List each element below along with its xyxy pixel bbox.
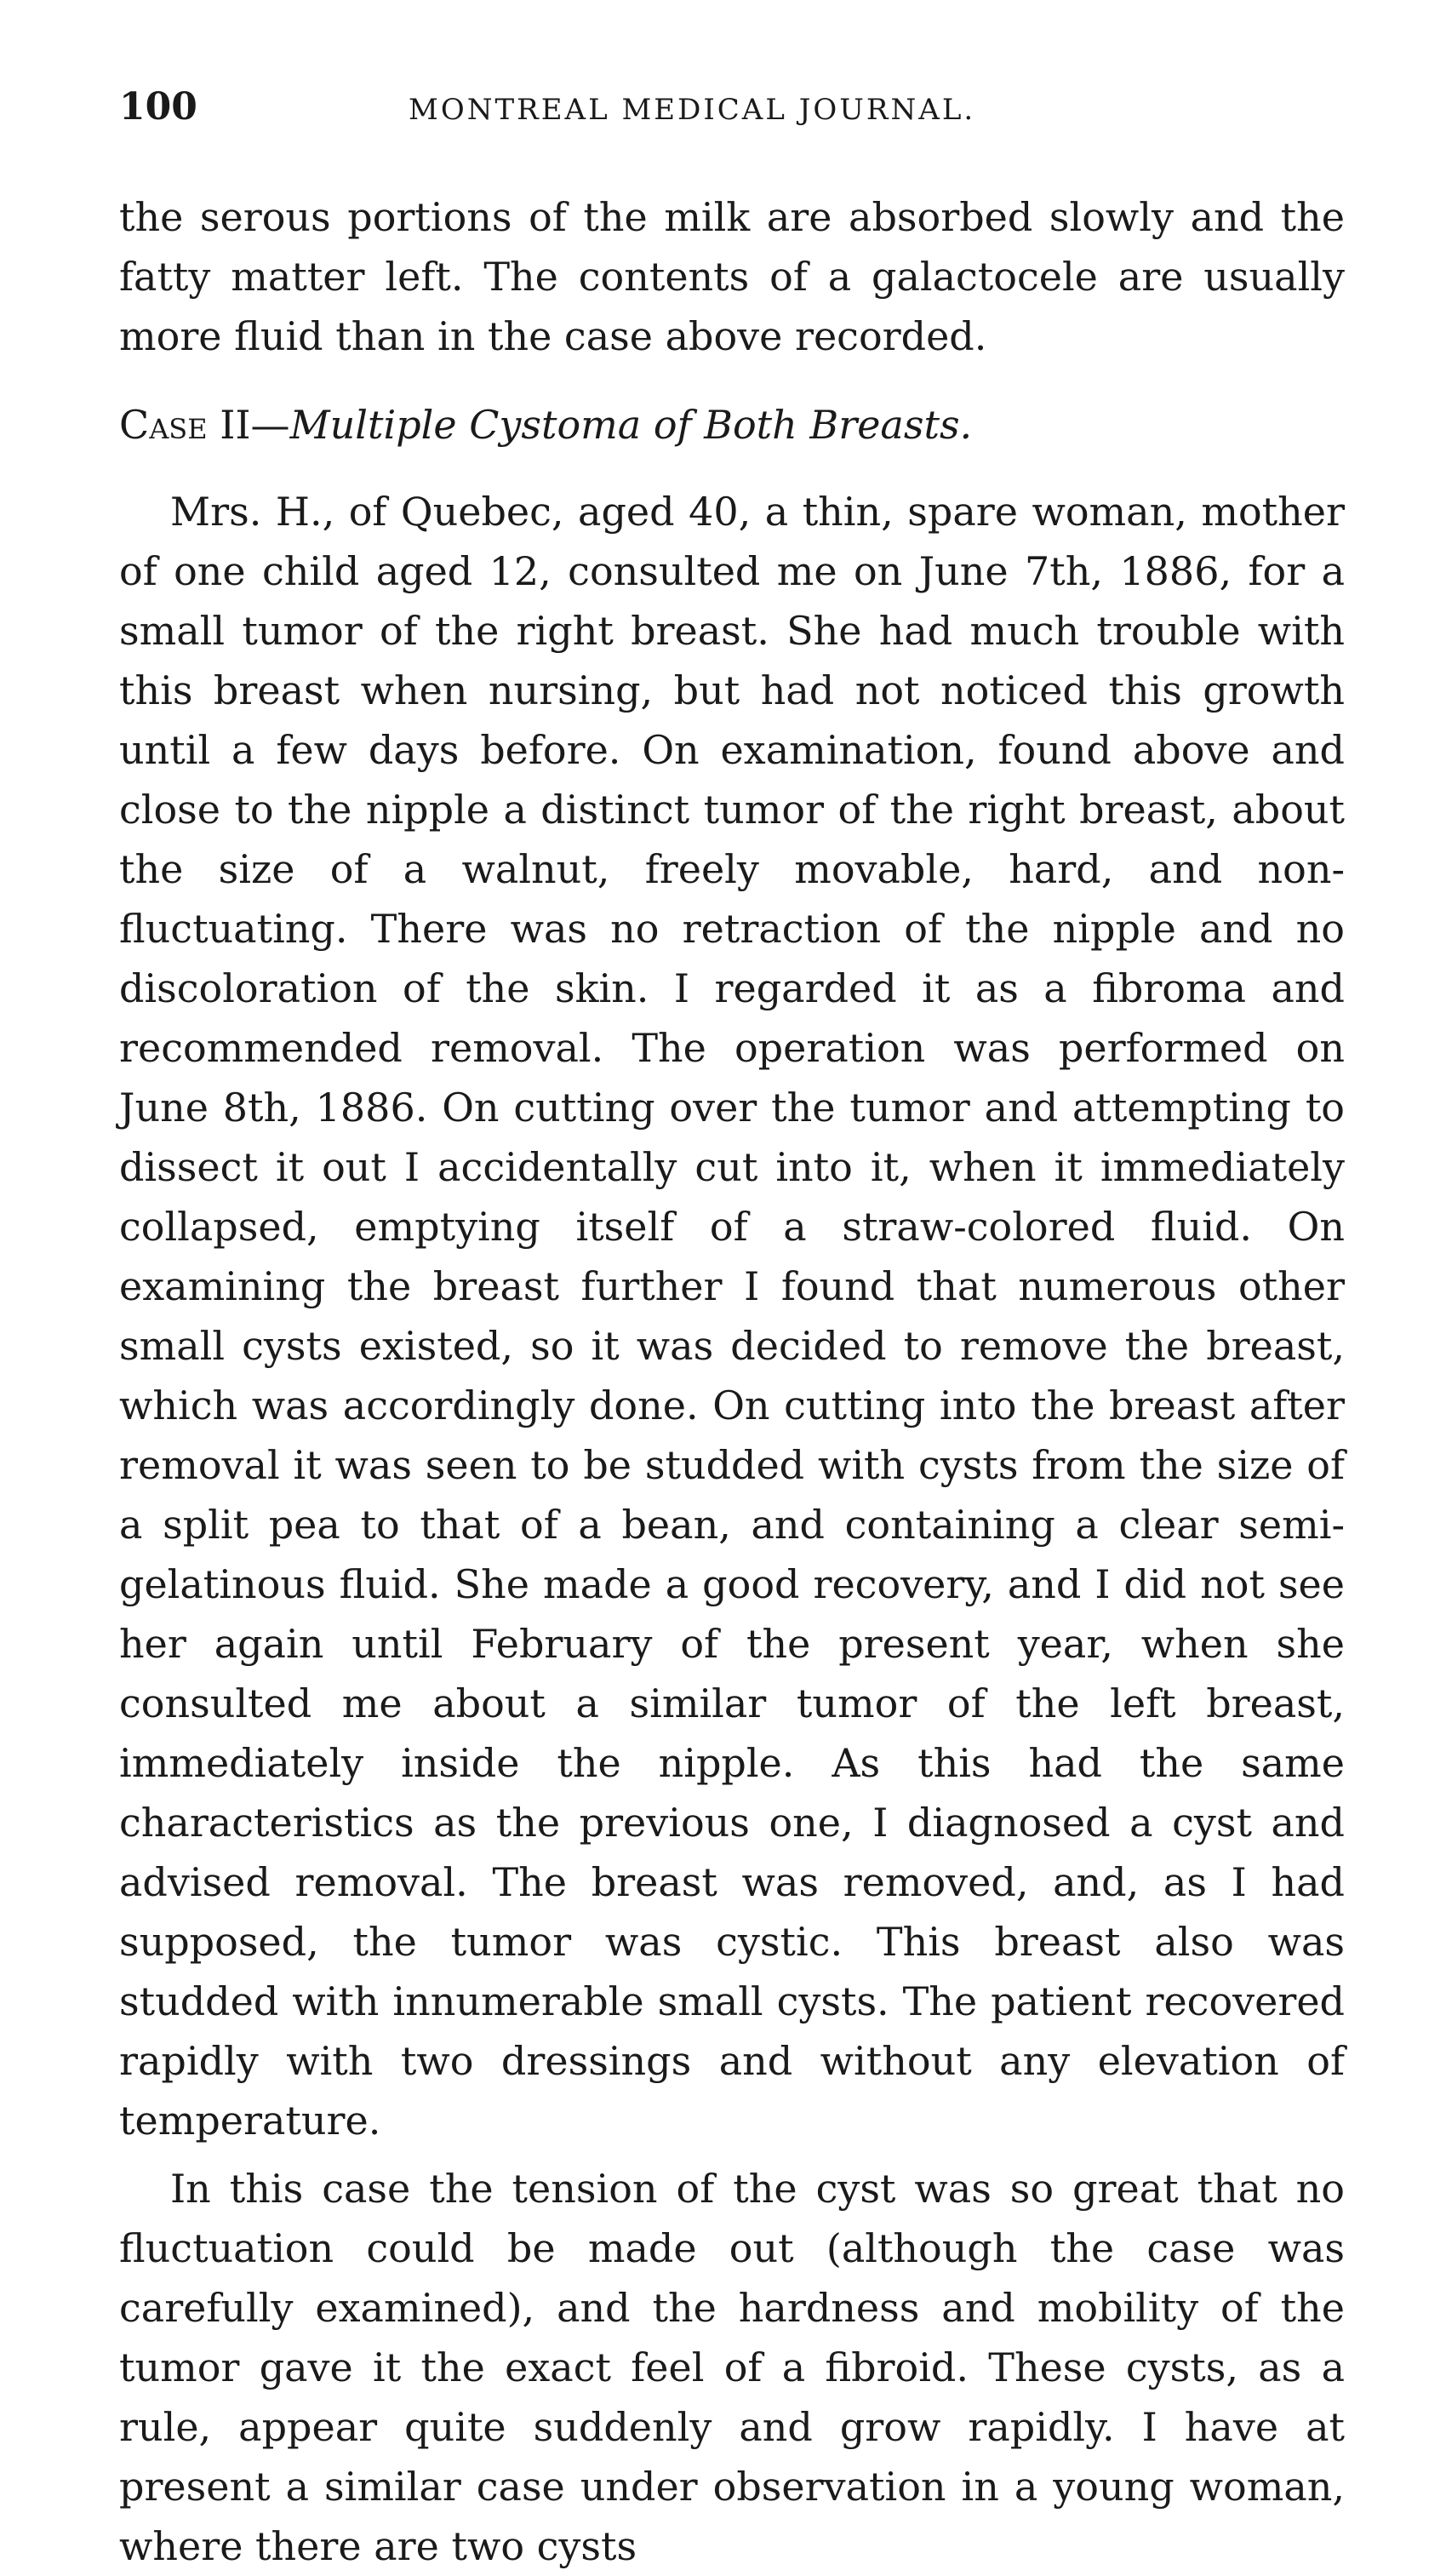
- journal-page: [119, 85, 1345, 2576]
- page-number: 100: [119, 85, 197, 129]
- case-paragraph: Mrs. H., of Quebec, aged 40, a thin, spare woman, mother of one child aged 12, consulted me on June 7th, 1886, for a small tumor of the right breast. She had much trouble with this breast when nursing, but had not noticed this growth until a few days before. On examination, found above and close to the nipple a distinct tumor of the right breast, about the size of a walnut, freely movable, hard, and non-fluctuating. There was no retraction of the nipple and no discoloration of the skin. I regarded it as a fibroma and recommended removal. The operation was performed on June 8th, 1886. On cutting over the tumor and attempting to dissect it out I accidentally cut into it, when it immediately collapsed, emptying itself of a straw-colored fluid. On examining the breast further I found that numerous other small cysts existed, so it was decided to remove the breast, which was accordingly done. On cutting into the breast after removal it was seen to be studded with cysts from the size of a split pea to that of a bean, and containing a clear semi-gelatinous fluid. She made a good recovery, and I did not see her again until February of the present year, when she consulted me about a similar tumor of the left breast, immediately inside the nipple. As this had the same characteristics as the previous one, I diagnosed a cyst and advised removal. The breast was removed, and, as I had supposed, the tumor was cystic. This breast also was studded with innumerable small cysts. The patient recovered rapidly with two dressings and without any elevation of temperature.: [119, 489, 1345, 2144]
- page-header: [119, 85, 1345, 153]
- case-title: Multiple Cystoma of Both Breasts.: [289, 402, 973, 448]
- intro-paragraph: the serous portions of the milk are absorbed slowly and the fatty matter left. The contents of a galactocele are usually more fluid than in the case above recorded.: [119, 194, 1345, 359]
- running-head: MONTREAL MEDICAL JOURNAL.: [409, 93, 976, 127]
- case-heading: [119, 395, 1345, 455]
- case-label: Case II—: [119, 402, 290, 448]
- discussion-paragraph: In this case the tension of the cyst was so great that no fluctuation could be made out (although the case was carefully examined), and the hardness and mobility of the tumor gave it the exact feel of a fibroid. These cysts, as a rule, appear quite suddenly and grow rapidly. I have at present a similar case under observation in a young woman, where there are two cysts: [119, 2166, 1345, 2569]
